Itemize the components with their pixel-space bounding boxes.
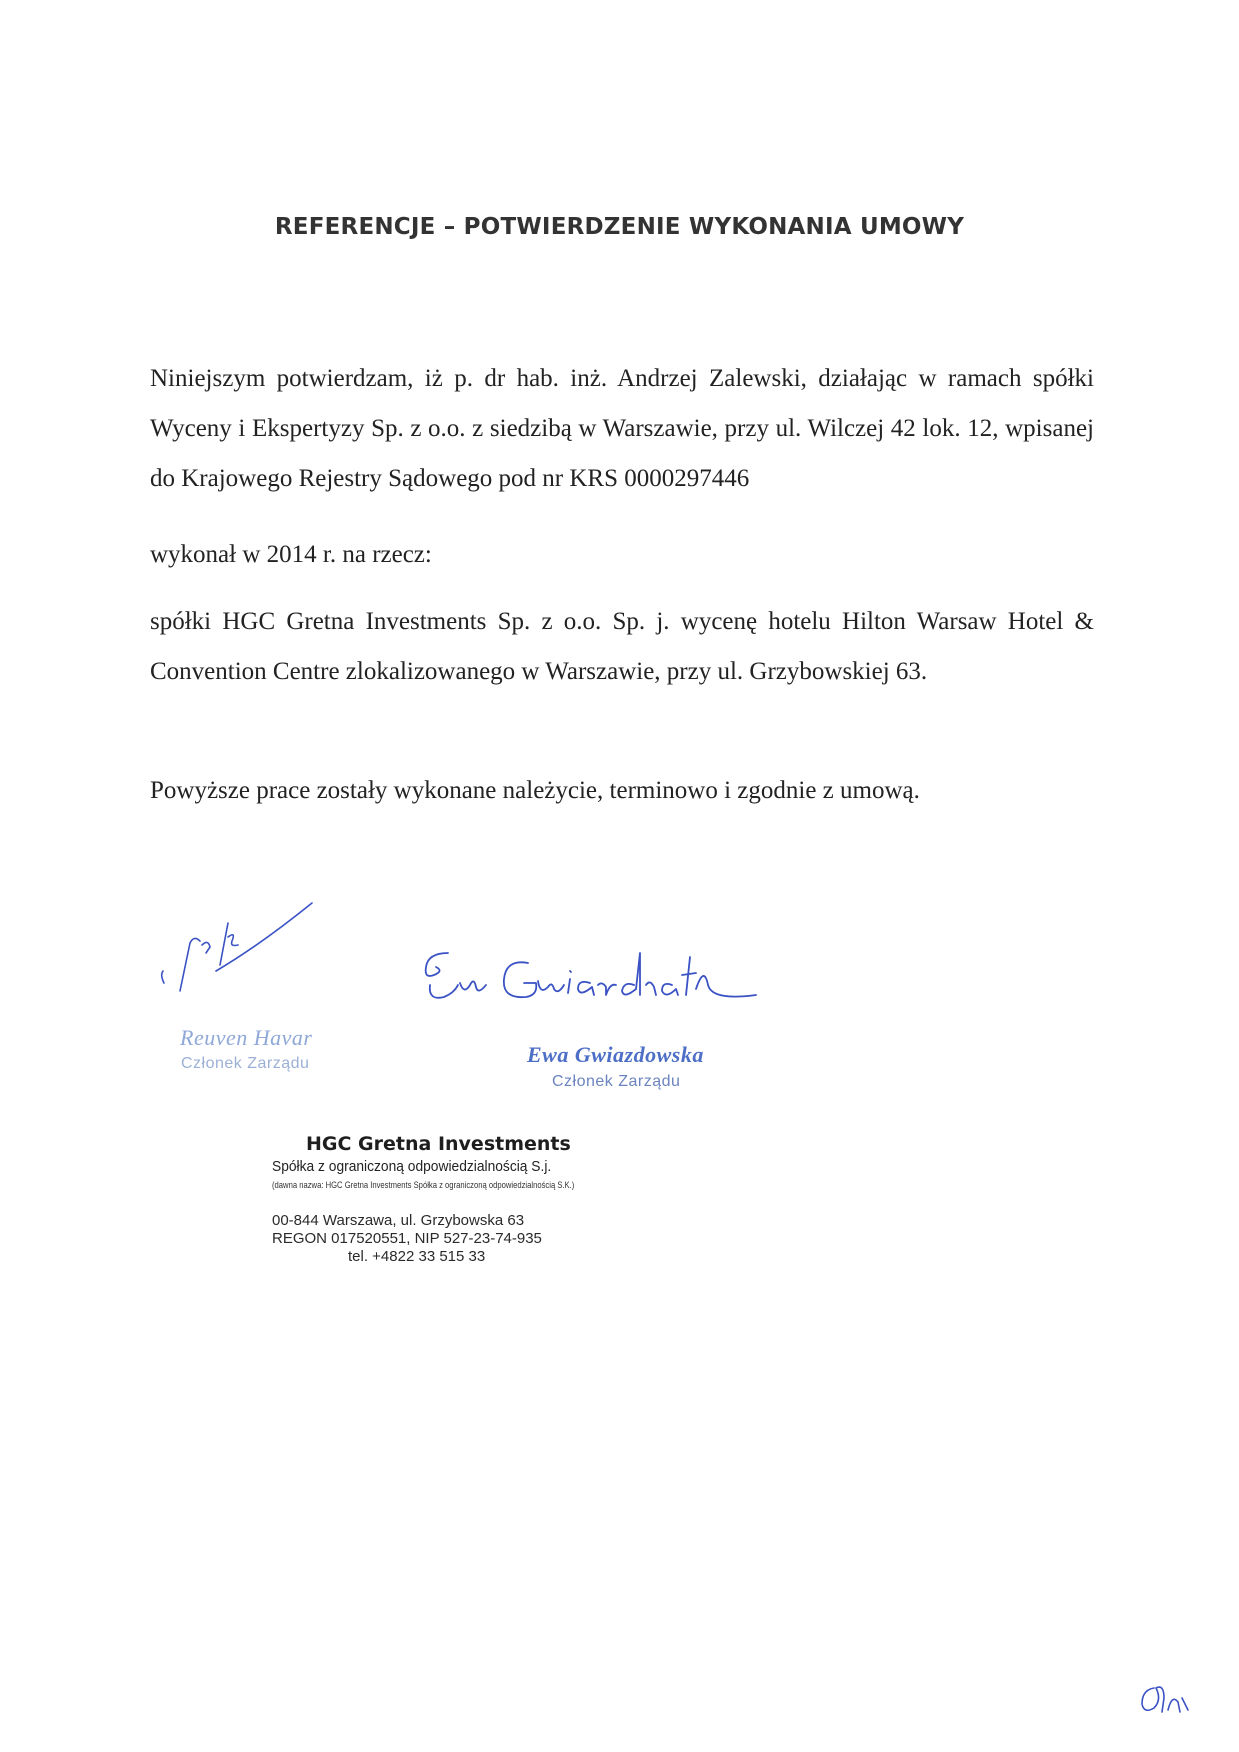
signer-1-name: Reuven Havar [180,1025,313,1050]
stamp-registration-ids: REGON 017520551, NIP 527-23-74-935 [272,1230,542,1247]
stamp-company-name: HGC Gretna Investments [306,1133,571,1155]
stamp-former-name: (dawna nazwa: HGC Gretna Investments Spółka z ograniczoną odpowiedzialnością S.K.) [272,1180,575,1190]
signer-1-role: Członek Zarządu [181,1055,310,1072]
paragraph-performed: wykonał w 2014 r. na rzecz: [150,541,432,568]
paragraph-client: spółki HGC Gretna Investments Sp. z o.o. Sp. j. wycenę hotelu Hilton Warsaw Hotel & Convention Centre zlokalizowanego w Warszawie, przy ul. Grzybowskiej 63. [150,608,1094,685]
stamp-phone: tel. +4822 33 515 33 [348,1248,486,1265]
initials-mark [1138,1680,1198,1720]
signature-1-handwritten [150,895,320,1005]
signer-2-role: Członek Zarządu [552,1073,681,1090]
stamp-company-type: Spółka z ograniczoną odpowiedzialnością S.j. [272,1158,552,1175]
stamp-address: 00-844 Warszawa, ul. Grzybowska 63 [272,1212,525,1229]
signer-2-name: Ewa Gwiazdowska [527,1042,704,1067]
paragraph-assessment: Powyższe prace zostały wykonane należycie, terminowo i zgodnie z umową. [150,777,920,804]
document-title: REFERENCJE – POTWIERDZENIE WYKONANIA UMOWY [274,214,965,240]
paragraph-confirmation: Niniejszym potwierdzam, iż p. dr hab. inż. Andrzej Zalewski, działając w ramach spółki Wyceny i Ekspertyzy Sp. z o.o. z siedzibą w Warszawie, przy ul. Wilczej 42 lok. 12, wpisanej do Krajowego Rejestry Sądowego pod nr KRS 0000297446 [150,365,1094,492]
signature-2-handwritten [420,945,760,1015]
